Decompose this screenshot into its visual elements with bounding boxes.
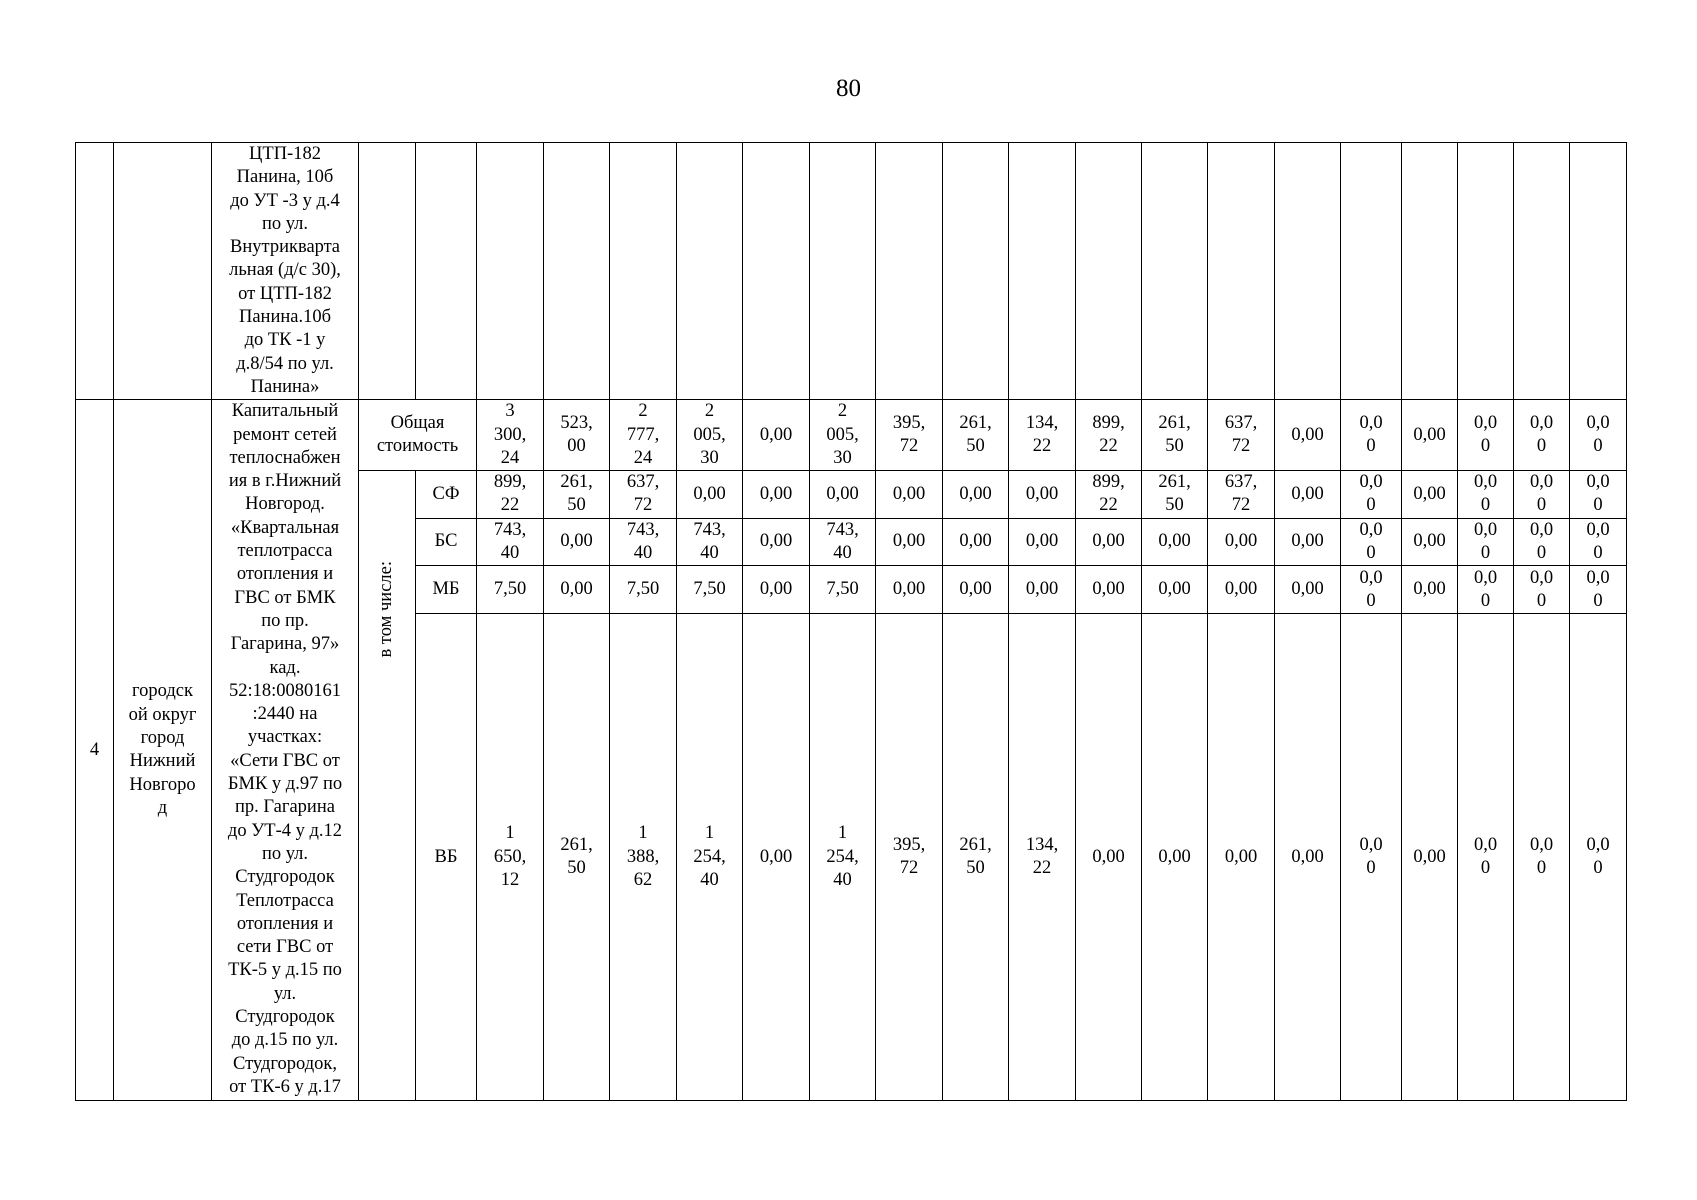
cell-empty	[1208, 143, 1275, 400]
cell-source-value: 134, 22	[1009, 614, 1076, 1101]
cell-empty	[416, 143, 477, 400]
cell-total-value: 261, 50	[943, 400, 1009, 471]
table-row-continuation	[76, 143, 1627, 400]
cell-source-value: 261, 50	[544, 471, 610, 519]
cell-source-value: 0,00	[1275, 566, 1341, 614]
cell-source-value: 0,0 0	[1570, 614, 1627, 1101]
cell-source-value: 0,00	[1009, 471, 1076, 519]
cell-description: Капитальный ремонт сетей теплоснабжен ия в г.Нижний Новгород. «Квартальная теплотрасса отопления и ГВС от БМК по пр. Гагарина, 97» кад. 52:18:0080161 :2440 на участках: «Сети ГВС от БМК у д.97 по пр. Гагарина до УТ-4 у д.12 по ул. Студгородок Теплотрасса отопления и сети ГВС от ТК-5 у д.15 по ул. Студгородок до д.15 по ул. Студгородок, от ТК-6 у д.17	[212, 400, 359, 1101]
cell-empty	[1076, 143, 1142, 400]
cell-source-value: 1 650, 12	[477, 614, 544, 1101]
cell-empty	[359, 143, 416, 400]
cell-total-value: 2 005, 30	[810, 400, 876, 471]
cell-source-value: 7,50	[677, 566, 743, 614]
cell-empty	[544, 143, 610, 400]
cell-source-value: 0,00	[943, 471, 1009, 519]
cell-empty	[1341, 143, 1402, 400]
cell-empty	[610, 143, 677, 400]
cell-source-value: 0,00	[743, 566, 810, 614]
cell-source-value: 261, 50	[544, 614, 610, 1101]
cell-empty	[1458, 143, 1514, 400]
cell-source-value: 0,0 0	[1514, 518, 1570, 566]
cell-source-value: 0,00	[743, 614, 810, 1101]
cell-source-value: 743, 40	[677, 518, 743, 566]
cell-source-value: 1 254, 40	[677, 614, 743, 1101]
cell-source-value: 637, 72	[610, 471, 677, 519]
cell-source-value: 261, 50	[1142, 471, 1208, 519]
cell-source-value: 0,00	[1275, 518, 1341, 566]
cell-total-value: 899, 22	[1076, 400, 1142, 471]
cell-source-value: 1 388, 62	[610, 614, 677, 1101]
cell-total-value: 0,0 0	[1514, 400, 1570, 471]
cell-source-value: 0,0 0	[1570, 566, 1627, 614]
cell-source-value: 7,50	[810, 566, 876, 614]
cell-source-label: БС	[416, 518, 477, 566]
cell-total-value: 261, 50	[1142, 400, 1208, 471]
cell-source-value: 0,00	[810, 471, 876, 519]
budget-table	[75, 142, 1627, 1101]
cell-source-value: 7,50	[610, 566, 677, 614]
cell-source-value: 0,00	[1208, 566, 1275, 614]
cell-total-value: 0,00	[743, 400, 810, 471]
cell-total-value: 2 777, 24	[610, 400, 677, 471]
cell-source-label: СФ	[416, 471, 477, 519]
table-row-total	[76, 400, 1627, 471]
page-number: 80	[836, 75, 861, 102]
cell-source-value: 0,00	[1142, 566, 1208, 614]
cell-source-value: 0,00	[1076, 566, 1142, 614]
cell-total-value: 0,0 0	[1570, 400, 1627, 471]
cell-source-value: 0,00	[943, 566, 1009, 614]
cell-total-value: 2 005, 30	[677, 400, 743, 471]
cell-total-value: 0,0 0	[1341, 400, 1402, 471]
cell-source-value: 0,0 0	[1341, 566, 1402, 614]
cell-source-value: 395, 72	[876, 614, 943, 1101]
cell-total-label: Общая стоимость	[359, 400, 477, 471]
cell-total-value: 0,0 0	[1458, 400, 1514, 471]
cell-source-value: 0,00	[876, 566, 943, 614]
cell-empty	[1570, 143, 1627, 400]
cell-source-value: 637, 72	[1208, 471, 1275, 519]
cell-source-value: 0,0 0	[1570, 471, 1627, 519]
cell-empty	[1402, 143, 1458, 400]
cell-source-value: 743, 40	[477, 518, 544, 566]
cell-source-value: 0,00	[876, 471, 943, 519]
cell-total-value: 395, 72	[876, 400, 943, 471]
cell-source-value: 0,0 0	[1341, 471, 1402, 519]
cell-empty	[743, 143, 810, 400]
cell-source-value: 899, 22	[477, 471, 544, 519]
cell-source-value: 0,00	[743, 518, 810, 566]
cell-source-value: 0,00	[1076, 518, 1142, 566]
cell-row-number: 4	[76, 400, 114, 1101]
cell-total-value: 0,00	[1275, 400, 1341, 471]
cell-source-value: 743, 40	[610, 518, 677, 566]
cell-source-value: 0,0 0	[1458, 518, 1514, 566]
cell-source-value: 0,0 0	[1458, 614, 1514, 1101]
cell-total-value: 134, 22	[1009, 400, 1076, 471]
cell-source-value: 0,00	[1142, 518, 1208, 566]
cell-source-value: 743, 40	[810, 518, 876, 566]
cell-source-value: 0,00	[1402, 471, 1458, 519]
cell-including-label	[359, 471, 416, 1101]
cell-source-value: 0,00	[1076, 614, 1142, 1101]
cell-total-value: 3 300, 24	[477, 400, 544, 471]
cell-empty	[1142, 143, 1208, 400]
cell-source-value: 1 254, 40	[810, 614, 876, 1101]
cell-empty	[477, 143, 544, 400]
cell-total-value: 523, 00	[544, 400, 610, 471]
cell-source-value: 0,00	[544, 566, 610, 614]
cell-source-value: 0,00	[1275, 471, 1341, 519]
cell-source-value: 0,00	[876, 518, 943, 566]
cell-source-value: 0,00	[943, 518, 1009, 566]
cell-source-value: 0,00	[1142, 614, 1208, 1101]
cell-source-value: 0,0 0	[1514, 566, 1570, 614]
cell-total-value: 0,00	[1402, 400, 1458, 471]
cell-source-value: 0,00	[1009, 518, 1076, 566]
cell-empty	[810, 143, 876, 400]
cell-source-label: ВБ	[416, 614, 477, 1101]
cell-source-value: 0,0 0	[1514, 614, 1570, 1101]
including-label-text: в том числе:	[376, 561, 397, 658]
cell-source-label: МБ	[416, 566, 477, 614]
cell-description-continued: ЦТП-182 Панина, 10б до УТ -3 у д.4 по ул. Внутриквартa льная (д/с 30), от ЦТП-182 Панина.10б до ТК -1 у д.8/54 по ул. Панина»	[212, 143, 359, 400]
cell-empty	[1009, 143, 1076, 400]
cell-source-value: 0,0 0	[1458, 566, 1514, 614]
cell-source-value: 0,00	[1275, 614, 1341, 1101]
cell-source-value: 0,00	[677, 471, 743, 519]
cell-source-value: 0,0 0	[1458, 471, 1514, 519]
cell-source-value: 0,00	[544, 518, 610, 566]
cell-empty	[876, 143, 943, 400]
cell-source-value: 0,00	[1208, 614, 1275, 1101]
cell-source-value: 0,00	[1402, 518, 1458, 566]
cell-total-value: 637, 72	[1208, 400, 1275, 471]
cell-source-value: 0,00	[1402, 614, 1458, 1101]
cell-municipality-continued	[114, 143, 212, 400]
cell-source-value: 0,00	[1402, 566, 1458, 614]
cell-source-value: 7,50	[477, 566, 544, 614]
cell-source-value: 0,00	[743, 471, 810, 519]
cell-empty	[943, 143, 1009, 400]
cell-source-value: 261, 50	[943, 614, 1009, 1101]
cell-source-value: 0,0 0	[1341, 518, 1402, 566]
cell-source-value: 0,0 0	[1341, 614, 1402, 1101]
cell-municipality: городск ой округ город Нижний Новгоро д	[114, 400, 212, 1101]
cell-source-value: 0,00	[1009, 566, 1076, 614]
cell-empty	[677, 143, 743, 400]
cell-source-value: 0,0 0	[1514, 471, 1570, 519]
cell-empty	[1275, 143, 1341, 400]
cell-source-value: 899, 22	[1076, 471, 1142, 519]
cell-source-value: 0,0 0	[1570, 518, 1627, 566]
cell-empty	[1514, 143, 1570, 400]
cell-number-continued	[76, 143, 114, 400]
cell-source-value: 0,00	[1208, 518, 1275, 566]
